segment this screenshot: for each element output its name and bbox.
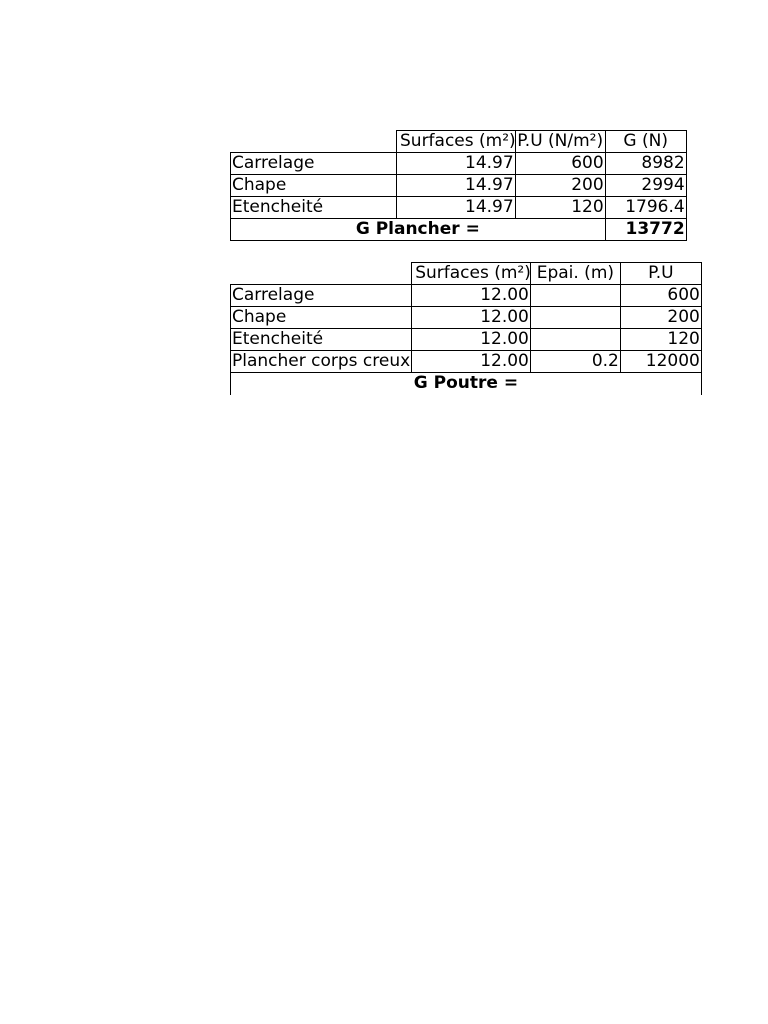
total-row xyxy=(231,373,702,395)
epai-cell[interactable] xyxy=(530,285,620,307)
total-row xyxy=(231,219,687,241)
row-label[interactable]: Plancher corps creux xyxy=(232,351,411,371)
table-row xyxy=(231,329,702,351)
header-pu[interactable]: P.U (N/m²) xyxy=(515,131,605,153)
header-surfaces[interactable]: Surfaces (m²) xyxy=(397,131,516,153)
surface-cell[interactable]: 14.97 xyxy=(397,197,516,219)
table-row xyxy=(231,175,687,197)
g-cell[interactable]: 8982 xyxy=(605,153,686,175)
table-header-row xyxy=(231,131,687,153)
surface-cell[interactable]: 12.00 xyxy=(412,351,531,373)
table-row xyxy=(231,307,702,329)
row-label[interactable]: Carrelage xyxy=(231,285,412,307)
epai-cell[interactable] xyxy=(530,307,620,329)
total-value[interactable]: 13772 xyxy=(605,219,686,241)
table-row xyxy=(231,285,702,307)
surface-cell[interactable]: 14.97 xyxy=(397,153,516,175)
surface-cell[interactable]: 14.97 xyxy=(397,175,516,197)
pu-cell[interactable]: 12000 xyxy=(620,351,701,373)
header-epai[interactable]: Epai. (m) xyxy=(530,263,620,285)
row-label[interactable]: Carrelage xyxy=(231,153,397,175)
pu-cell[interactable]: 600 xyxy=(620,285,701,307)
header-pu[interactable]: P.U xyxy=(620,263,701,285)
table-header-row xyxy=(231,263,702,285)
plancher-load-table xyxy=(230,130,687,241)
pu-cell[interactable]: 120 xyxy=(620,329,701,351)
pu-cell[interactable]: 200 xyxy=(620,307,701,329)
pu-cell[interactable]: 120 xyxy=(515,197,605,219)
surface-cell[interactable]: 12.00 xyxy=(412,329,531,351)
table-row xyxy=(231,351,702,373)
g-cell[interactable]: 2994 xyxy=(605,175,686,197)
row-label[interactable]: Etencheité xyxy=(231,329,412,351)
g-cell[interactable]: 1796.4 xyxy=(605,197,686,219)
empty-corner-cell xyxy=(231,131,397,153)
table-row xyxy=(231,197,687,219)
table-row xyxy=(231,153,687,175)
surface-cell[interactable]: 12.00 xyxy=(412,307,531,329)
pu-cell[interactable]: 200 xyxy=(515,175,605,197)
total-label[interactable]: G Poutre = xyxy=(231,373,702,395)
header-surfaces[interactable]: Surfaces (m²) xyxy=(412,263,531,285)
surface-cell[interactable]: 12.00 xyxy=(412,285,531,307)
empty-corner-cell xyxy=(231,263,412,285)
epai-cell[interactable] xyxy=(530,329,620,351)
poutre-load-table xyxy=(230,262,702,395)
pu-cell[interactable]: 600 xyxy=(515,153,605,175)
row-label[interactable]: Chape xyxy=(231,175,397,197)
row-label[interactable]: Chape xyxy=(231,307,412,329)
row-label[interactable]: Etencheité xyxy=(231,197,397,219)
total-label[interactable]: G Plancher = xyxy=(231,219,606,241)
header-g[interactable]: G (N) xyxy=(605,131,686,153)
epai-cell[interactable]: 0.2 xyxy=(530,351,620,373)
